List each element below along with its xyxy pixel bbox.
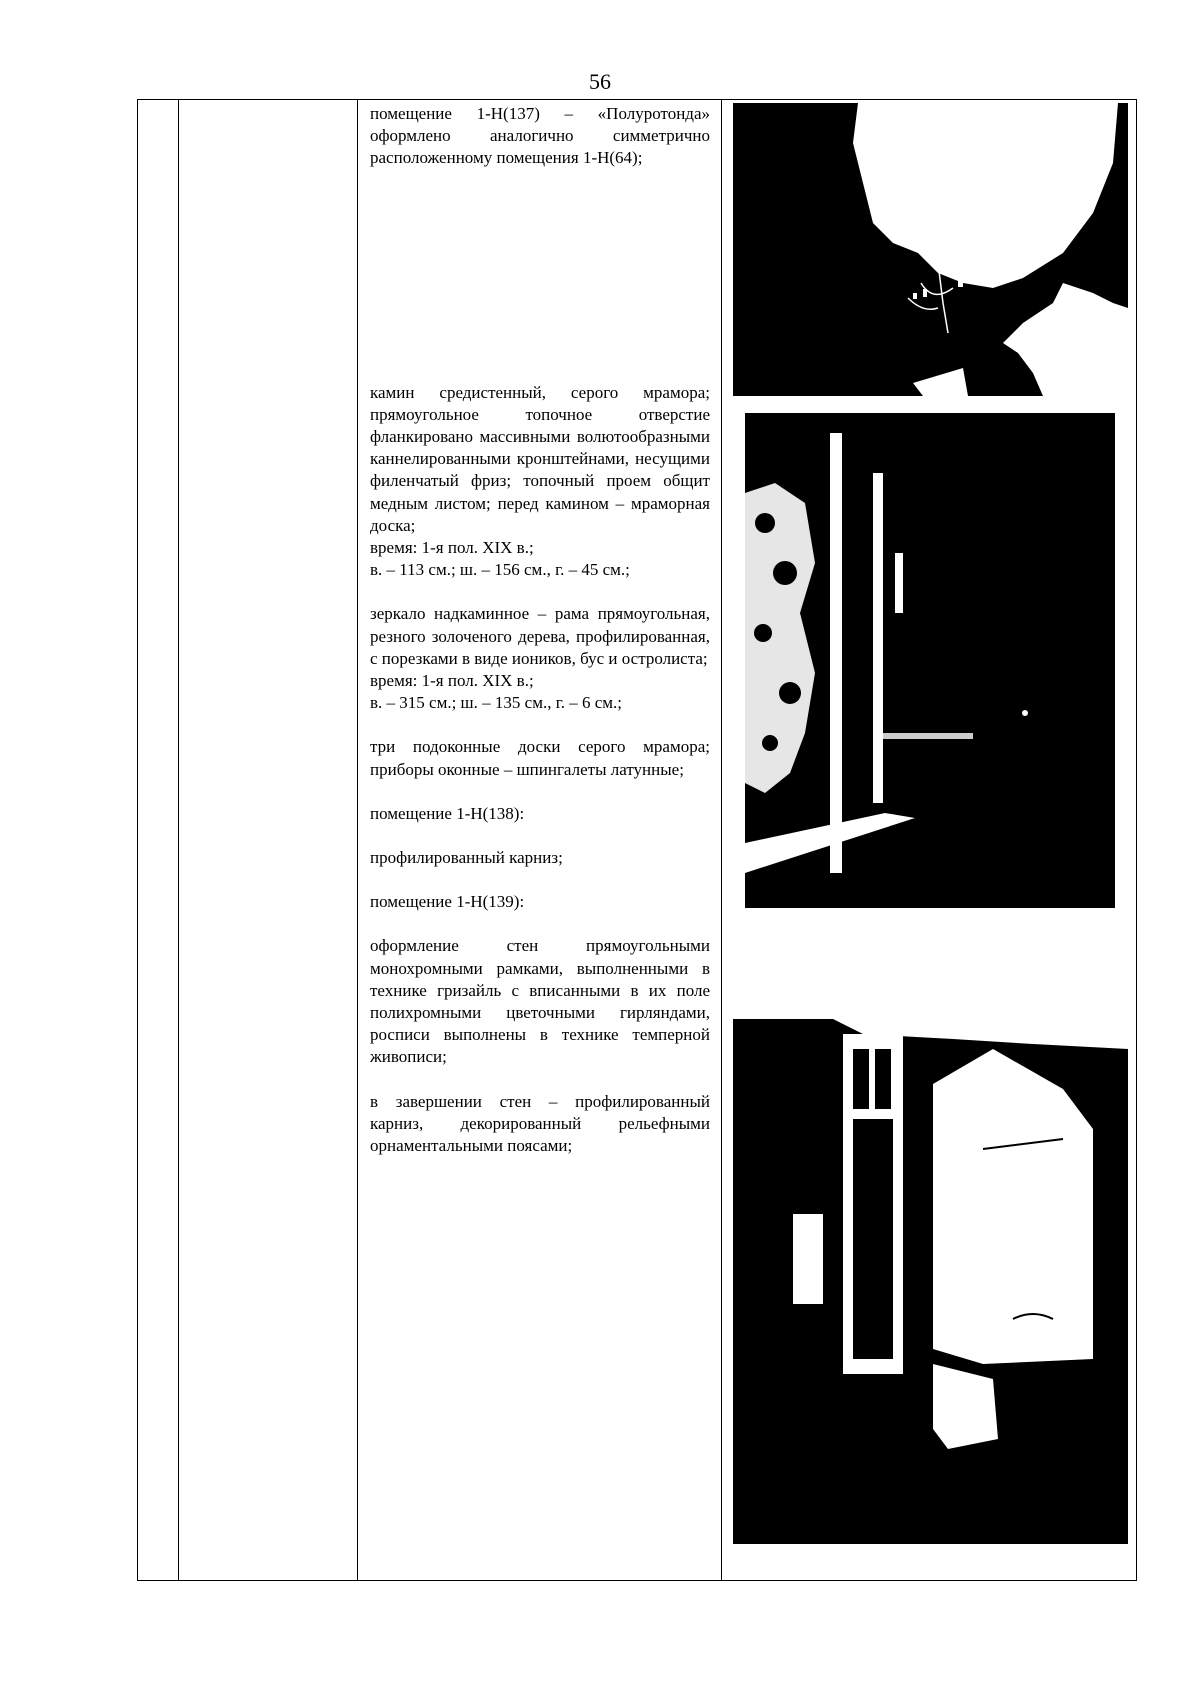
description-column [370, 103, 710, 1157]
page-number: 56 [589, 69, 611, 94]
mirror-date: время: 1-я пол. XIX в.; [370, 671, 534, 691]
mirror-dimensions: в. – 315 см.; ш. – 135 см., г. – 6 см.; [370, 693, 623, 713]
room-139-heading: помещение 1-Н(139): [370, 892, 525, 912]
fireplace-date: время: 1-я пол. XIX в.; [370, 538, 534, 558]
photo-ceiling-chandelier [733, 103, 1128, 396]
room-138-heading: помещение 1-Н(138): [370, 803, 525, 823]
fireplace-dimensions: в. – 113 см.; ш. – 156 см., г. – 45 см.; [370, 560, 630, 580]
room-137-heading: помещение 1-Н(137) – «Полуротонда» оформлено аналогично симметрично расположенному помещения 1-Н(64); [370, 104, 710, 168]
room-139-walls-description: оформление стен прямоугольными монохромными рамками, выполненными в технике гризайль с вписанными в их поле полихромными цветочными гирляндами, росписи выполнены в технике темперной живописи; [370, 936, 710, 1067]
window-sills-description: три подоконные доски серого мрамора; приборы оконные – шпингалеты латунные; [370, 737, 710, 779]
room-139-cornice-description: в завершении стен – профилированный карниз, декорированный рельефными орнаментальными поясами; [370, 1091, 710, 1156]
table-column-divider-3 [721, 99, 722, 1581]
room-138-cornice: профилированный карниз; [370, 848, 563, 868]
photo-window-fireplace-room [745, 413, 1115, 908]
table-column-divider-1 [178, 99, 179, 1581]
mirror-description: зеркало надкаминное – рама прямоугольная, резного золоченого дерева, профилированная, с порезками в виде иоников, бус и остролиста; [370, 604, 710, 668]
photo-room-wall-paintings [733, 1019, 1128, 1544]
fireplace-description: камин средистенный, серого мрамора; прямоугольное топочное отверстие фланкировано массивными волютообразными каннелированными кронштейнами, несущими филенчатый фриз; топочный проем общит медным листом; перед камином – мраморная доска; [370, 382, 710, 535]
table-column-divider-2 [357, 99, 358, 1581]
